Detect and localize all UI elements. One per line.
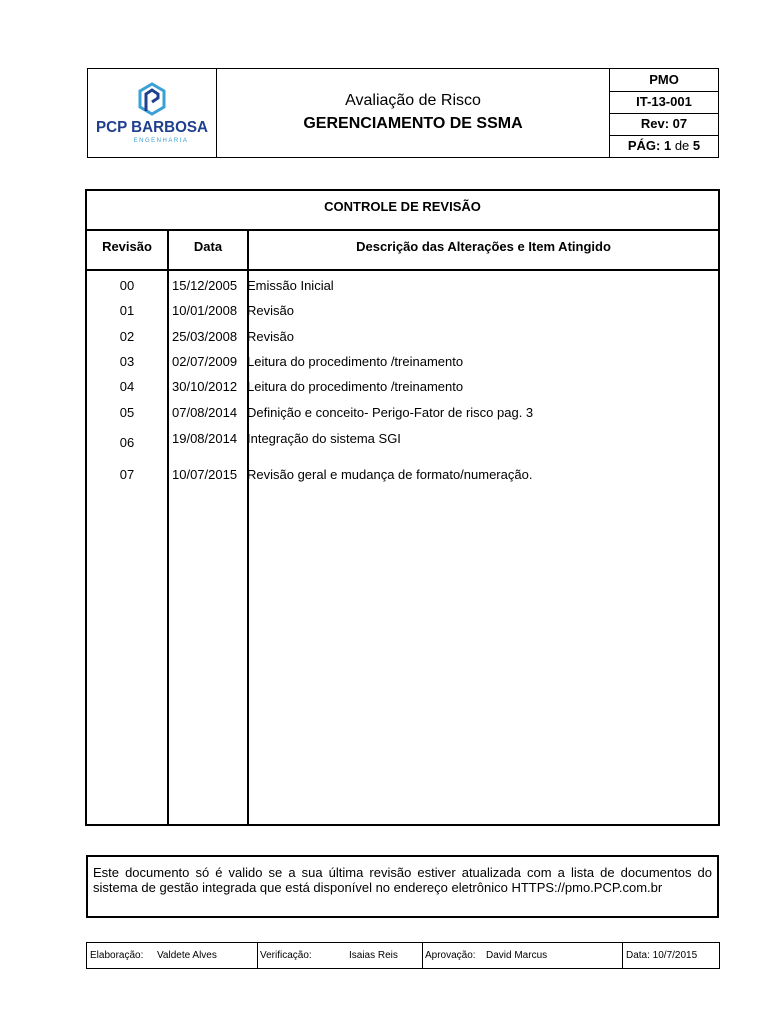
revision-date: 25/03/2008 — [172, 329, 238, 344]
revision-label: Rev: 07 — [610, 113, 718, 136]
code-top: PMO — [610, 69, 718, 92]
col-header-date: Data — [193, 239, 223, 254]
revision-date: 02/07/2009 — [172, 354, 238, 369]
column-divider — [247, 231, 249, 824]
approval-name: David Marcus — [486, 950, 548, 961]
column-divider — [167, 231, 169, 824]
logo-text: PCP BARBOSA — [96, 119, 209, 136]
revision-date: 10/01/2008 — [172, 303, 238, 318]
col-header-description: Descrição das Alterações e Item Atingido — [356, 239, 611, 254]
revision-date: 19/08/2014 — [172, 431, 238, 446]
logo-subtext: ENGENHARIA — [133, 138, 189, 144]
revision-number: 04 — [119, 379, 135, 394]
approval-label: Aprovação: — [425, 950, 476, 961]
verification-name: Isaias Reis — [349, 950, 398, 961]
validity-notice: Este documento só é valido se a sua última revisão estiver atualizada com a lista de documentos do sistema de gestão integrada que está disponível no endereço eletrônico HTTPS://pmo.PCP.com.br — [86, 855, 719, 918]
revision-date: 30/10/2012 — [172, 379, 238, 394]
document-title: Avaliação de Risco — [345, 92, 481, 109]
revision-description: Revisão — [247, 303, 294, 318]
revision-number: 02 — [119, 329, 135, 344]
revision-number: 01 — [119, 303, 135, 318]
elaboration-cell — [87, 943, 258, 968]
page-indicator — [610, 135, 718, 157]
revision-table-header — [87, 231, 718, 271]
revision-date: 15/12/2005 — [172, 278, 238, 293]
revision-number: 00 — [119, 278, 135, 293]
company-logo — [88, 69, 217, 157]
revision-description: Definição e conceito- Perigo-Fator de risco pag. 3 — [247, 405, 534, 420]
approval-footer — [86, 942, 720, 969]
revision-control-table — [85, 189, 720, 826]
page-total: 5 — [692, 138, 701, 153]
revision-number: 05 — [119, 405, 135, 420]
footer-date: Data: 10/7/2015 — [626, 950, 698, 961]
revision-number: 07 — [119, 467, 135, 482]
verification-cell — [257, 943, 423, 968]
revision-description: Leitura do procedimento /treinamento — [247, 354, 464, 369]
header-title-cell — [217, 69, 610, 157]
revision-table-title: CONTROLE DE REVISÃO — [87, 191, 718, 231]
elaboration-label: Elaboração: — [90, 950, 144, 961]
revision-number: 06 — [119, 435, 135, 450]
doc-code: IT-13-001 — [610, 91, 718, 114]
approval-cell — [422, 943, 623, 968]
page-label: PÁG: — [627, 138, 661, 153]
revision-description: Emissão Inicial — [247, 278, 334, 293]
document-header — [87, 68, 719, 158]
col-header-revision: Revisão — [102, 239, 152, 254]
verification-label: Verificação: — [260, 950, 312, 961]
revision-description: Integração do sistema SGI — [247, 431, 401, 446]
logo-mark-icon — [140, 84, 164, 114]
page-number: 1 — [663, 138, 672, 153]
revision-number: 03 — [119, 354, 135, 369]
page-of: de — [674, 138, 690, 153]
logo-cell — [88, 69, 217, 157]
revision-description: Revisão geral e mudança de formato/numeração. — [247, 467, 533, 482]
revision-date: 07/08/2014 — [172, 405, 238, 420]
date-cell — [622, 943, 719, 968]
document-subtitle: GERENCIAMENTO DE SSMA — [303, 115, 523, 132]
elaboration-name: Valdete Alves — [157, 950, 217, 961]
revision-description: Revisão — [247, 329, 294, 344]
revision-description: Leitura do procedimento /treinamento — [247, 379, 464, 394]
header-meta-cell — [610, 69, 718, 157]
revision-date: 10/07/2015 — [172, 467, 238, 482]
